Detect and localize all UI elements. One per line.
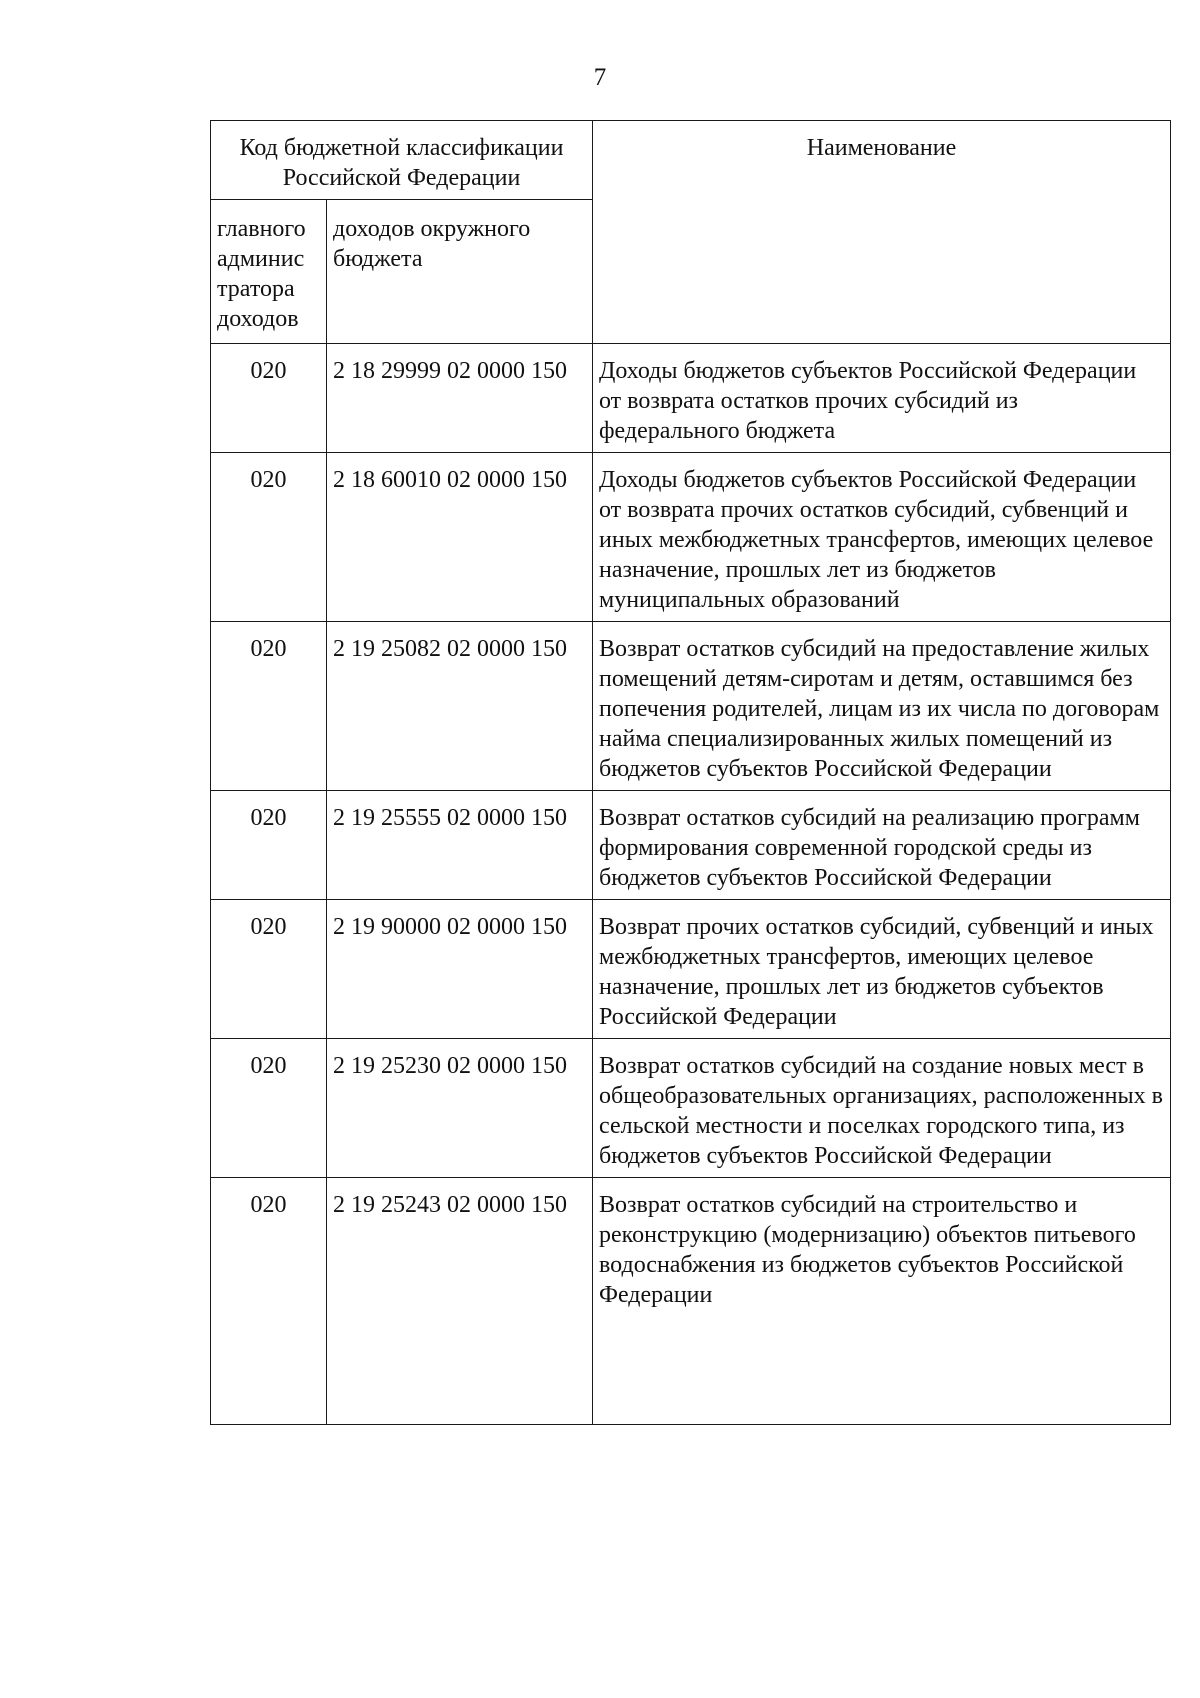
revenue-code-cell: 2 19 25230 02 0000 150 — [327, 1039, 593, 1178]
revenue-name-cell: Возврат остатков субсидий на предоставление жилых помещений детям-сиротам и детям, оставшимся без попечения родителей, лицам из их числа по договорам найма специализированных жилых помещений из бюджетов субъектов Российской Федерации — [593, 622, 1171, 791]
table-row — [211, 1178, 1171, 1425]
revenue-code-cell: 2 19 25555 02 0000 150 — [327, 791, 593, 900]
table-row — [211, 622, 1171, 791]
revenue-code-cell: 2 19 25082 02 0000 150 — [327, 622, 593, 791]
revenue-name-cell: Доходы бюджетов субъектов Российской Федерации от возврата прочих остатков субсидий, субвенций и иных межбюджетных трансфертов, имеющих целевое назначение, прошлых лет из бюджетов муниципальных образований — [593, 453, 1171, 622]
header-kbk: Код бюджетной классификации Российской Федерации — [211, 121, 593, 200]
admin-code-cell: 020 — [211, 900, 327, 1039]
budget-classification-table — [210, 120, 1171, 1425]
revenue-name-cell: Доходы бюджетов субъектов Российской Федерации от возврата остатков прочих субсидий из федерального бюджета — [593, 344, 1171, 453]
table-row — [211, 1039, 1171, 1178]
header-admin: главного админис тратора доходов — [211, 200, 327, 344]
revenue-code-cell: 2 18 29999 02 0000 150 — [327, 344, 593, 453]
header-name: Наименование — [593, 121, 1171, 344]
revenue-name-cell: Возврат остатков субсидий на реализацию программ формирования современной городской среды из бюджетов субъектов Российской Федерации — [593, 791, 1171, 900]
revenue-name-cell: Возврат остатков субсидий на создание новых мест в общеобразовательных организациях, расположенных в сельской местности и поселках городского типа, из бюджетов субъектов Российской Федерации — [593, 1039, 1171, 1178]
header-row — [211, 121, 1171, 200]
header-revenue: доходов окружного бюджета — [327, 200, 593, 344]
revenue-code-cell: 2 19 25243 02 0000 150 — [327, 1178, 593, 1425]
table-row — [211, 453, 1171, 622]
admin-code-cell: 020 — [211, 622, 327, 791]
admin-code-cell: 020 — [211, 791, 327, 900]
page-number: 7 — [593, 64, 607, 91]
revenue-name-cell: Возврат прочих остатков субсидий, субвенций и иных межбюджетных трансфертов, имеющих целевое назначение, прошлых лет из бюджетов субъектов Российской Федерации — [593, 900, 1171, 1039]
revenue-code-cell: 2 19 90000 02 0000 150 — [327, 900, 593, 1039]
admin-code-cell: 020 — [211, 1178, 327, 1425]
revenue-name-cell: Возврат остатков субсидий на строительство и реконструкцию (модернизацию) объектов питьевого водоснабжения из бюджетов субъектов Российской Федерации — [593, 1178, 1171, 1425]
table-row — [211, 900, 1171, 1039]
table-row — [211, 791, 1171, 900]
table-row — [211, 344, 1171, 453]
revenue-code-cell: 2 18 60010 02 0000 150 — [327, 453, 593, 622]
admin-code-cell: 020 — [211, 1039, 327, 1178]
admin-code-cell: 020 — [211, 344, 327, 453]
admin-code-cell: 020 — [211, 453, 327, 622]
